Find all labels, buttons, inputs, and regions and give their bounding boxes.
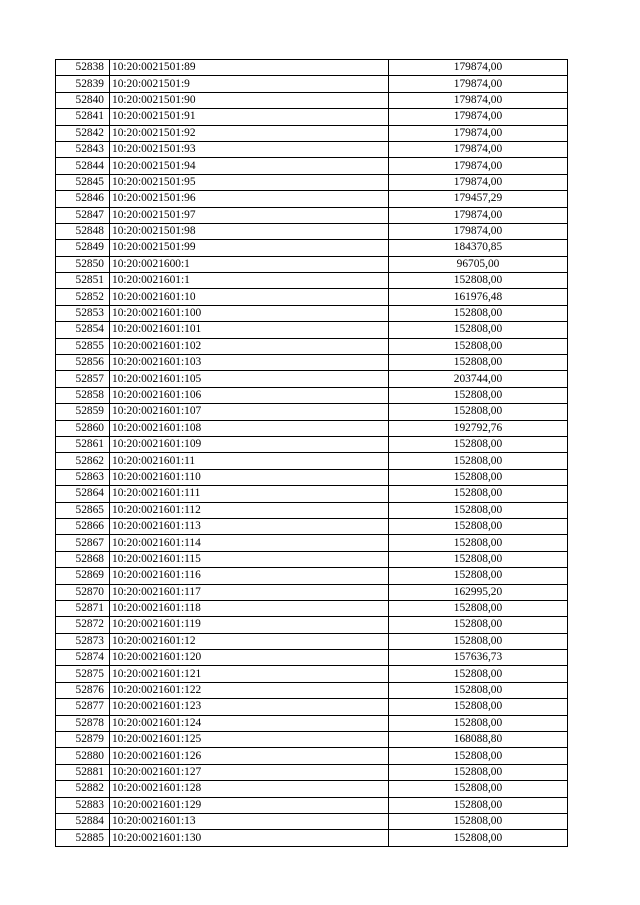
- table-row: [56, 273, 568, 289]
- cadastral-value-cell: 157636,73: [389, 650, 568, 666]
- cadastral-value-cell: 152808,00: [389, 355, 568, 371]
- cadastral-value-cell: 161976,48: [389, 289, 568, 305]
- row-number-cell: 52881: [56, 764, 110, 780]
- cadastral-number-cell: 10:20:0021601:10: [110, 289, 389, 305]
- row-number-cell: 52846: [56, 191, 110, 207]
- cadastral-value-cell: 152808,00: [389, 453, 568, 469]
- cadastral-value-table: [55, 59, 568, 847]
- cadastral-number-cell: 10:20:0021601:105: [110, 371, 389, 387]
- cadastral-value-cell: 184370,85: [389, 240, 568, 256]
- cadastral-number-cell: 10:20:0021601:107: [110, 404, 389, 420]
- cadastral-value-cell: 152808,00: [389, 469, 568, 485]
- table-row: [56, 256, 568, 272]
- cadastral-value-cell: 152808,00: [389, 338, 568, 354]
- cadastral-number-cell: 10:20:0021601:111: [110, 486, 389, 502]
- row-number-cell: 52844: [56, 158, 110, 174]
- cadastral-number-cell: 10:20:0021601:117: [110, 584, 389, 600]
- cadastral-value-cell: 192792,76: [389, 420, 568, 436]
- table-row: [56, 125, 568, 141]
- row-number-cell: 52880: [56, 748, 110, 764]
- cadastral-number-cell: 10:20:0021501:98: [110, 223, 389, 239]
- cadastral-value-cell: 152808,00: [389, 666, 568, 682]
- cadastral-value-cell: 152808,00: [389, 305, 568, 321]
- row-number-cell: 52842: [56, 125, 110, 141]
- cadastral-value-cell: 152808,00: [389, 404, 568, 420]
- cadastral-value-cell: 152808,00: [389, 617, 568, 633]
- cadastral-value-cell: 152808,00: [389, 682, 568, 698]
- table-row: [56, 469, 568, 485]
- table-row: [56, 322, 568, 338]
- cadastral-value-cell: 152808,00: [389, 633, 568, 649]
- table-row: [56, 830, 568, 846]
- cadastral-value-cell: 152808,00: [389, 322, 568, 338]
- table-row: [56, 781, 568, 797]
- row-number-cell: 52868: [56, 551, 110, 567]
- table-row: [56, 502, 568, 518]
- cadastral-value-cell: 179874,00: [389, 125, 568, 141]
- row-number-cell: 52885: [56, 830, 110, 846]
- cadastral-number-cell: 10:20:0021601:102: [110, 338, 389, 354]
- cadastral-number-cell: 10:20:0021601:126: [110, 748, 389, 764]
- cadastral-value-cell: 179874,00: [389, 158, 568, 174]
- row-number-cell: 52861: [56, 436, 110, 452]
- cadastral-number-cell: 10:20:0021601:130: [110, 830, 389, 846]
- cadastral-value-cell: 179874,00: [389, 141, 568, 157]
- table-row: [56, 682, 568, 698]
- row-number-cell: 52848: [56, 223, 110, 239]
- cadastral-value-cell: 152808,00: [389, 387, 568, 403]
- cadastral-number-cell: 10:20:0021601:124: [110, 715, 389, 731]
- cadastral-number-cell: 10:20:0021601:121: [110, 666, 389, 682]
- cadastral-number-cell: 10:20:0021601:109: [110, 436, 389, 452]
- cadastral-number-cell: 10:20:0021501:97: [110, 207, 389, 223]
- row-number-cell: 52876: [56, 682, 110, 698]
- table-row: [56, 420, 568, 436]
- row-number-cell: 52871: [56, 600, 110, 616]
- table-row: [56, 732, 568, 748]
- cadastral-number-cell: 10:20:0021501:94: [110, 158, 389, 174]
- row-number-cell: 52869: [56, 568, 110, 584]
- row-number-cell: 52866: [56, 518, 110, 534]
- cadastral-number-cell: 10:20:0021601:110: [110, 469, 389, 485]
- table-row: [56, 109, 568, 125]
- table-row: [56, 551, 568, 567]
- cadastral-value-cell: 152808,00: [389, 273, 568, 289]
- row-number-cell: 52854: [56, 322, 110, 338]
- row-number-cell: 52852: [56, 289, 110, 305]
- table-row: [56, 518, 568, 534]
- cadastral-value-cell: 179874,00: [389, 109, 568, 125]
- table-row: [56, 797, 568, 813]
- row-number-cell: 52853: [56, 305, 110, 321]
- cadastral-number-cell: 10:20:0021600:1: [110, 256, 389, 272]
- cadastral-number-cell: 10:20:0021601:129: [110, 797, 389, 813]
- cadastral-number-cell: 10:20:0021601:118: [110, 600, 389, 616]
- cadastral-value-cell: 203744,00: [389, 371, 568, 387]
- cadastral-value-cell: 152808,00: [389, 764, 568, 780]
- cadastral-value-cell: 179874,00: [389, 92, 568, 108]
- table-row: [56, 223, 568, 239]
- row-number-cell: 52878: [56, 715, 110, 731]
- table-row: [56, 305, 568, 321]
- row-number-cell: 52845: [56, 174, 110, 190]
- table-row: [56, 174, 568, 190]
- cadastral-number-cell: 10:20:0021601:115: [110, 551, 389, 567]
- row-number-cell: 52877: [56, 699, 110, 715]
- table-row: [56, 92, 568, 108]
- cadastral-value-cell: 152808,00: [389, 436, 568, 452]
- cadastral-number-cell: 10:20:0021501:93: [110, 141, 389, 157]
- cadastral-number-cell: 10:20:0021501:96: [110, 191, 389, 207]
- cadastral-value-cell: 179874,00: [389, 174, 568, 190]
- row-number-cell: 52858: [56, 387, 110, 403]
- cadastral-value-cell: 152808,00: [389, 486, 568, 502]
- row-number-cell: 52873: [56, 633, 110, 649]
- cadastral-value-cell: 152808,00: [389, 699, 568, 715]
- row-number-cell: 52840: [56, 92, 110, 108]
- cadastral-number-cell: 10:20:0021601:12: [110, 633, 389, 649]
- row-number-cell: 52875: [56, 666, 110, 682]
- row-number-cell: 52841: [56, 109, 110, 125]
- table-row: [56, 486, 568, 502]
- table-row: [56, 60, 568, 76]
- row-number-cell: 52839: [56, 76, 110, 92]
- cadastral-value-cell: 179457,29: [389, 191, 568, 207]
- row-number-cell: 52850: [56, 256, 110, 272]
- cadastral-number-cell: 10:20:0021601:114: [110, 535, 389, 551]
- row-number-cell: 52874: [56, 650, 110, 666]
- table-row: [56, 289, 568, 305]
- row-number-cell: 52856: [56, 355, 110, 371]
- table-row: [56, 240, 568, 256]
- cadastral-number-cell: 10:20:0021601:1: [110, 273, 389, 289]
- cadastral-value-cell: 152808,00: [389, 551, 568, 567]
- cadastral-number-cell: 10:20:0021601:108: [110, 420, 389, 436]
- cadastral-number-cell: 10:20:0021501:89: [110, 60, 389, 76]
- row-number-cell: 52867: [56, 535, 110, 551]
- cadastral-number-cell: 10:20:0021501:91: [110, 109, 389, 125]
- table-row: [56, 404, 568, 420]
- row-number-cell: 52860: [56, 420, 110, 436]
- row-number-cell: 52872: [56, 617, 110, 633]
- cadastral-number-cell: 10:20:0021601:116: [110, 568, 389, 584]
- cadastral-value-cell: 152808,00: [389, 502, 568, 518]
- cadastral-value-cell: 152808,00: [389, 813, 568, 829]
- table-row: [56, 600, 568, 616]
- row-number-cell: 52864: [56, 486, 110, 502]
- table-row: [56, 436, 568, 452]
- cadastral-number-cell: 10:20:0021601:127: [110, 764, 389, 780]
- table-row: [56, 568, 568, 584]
- table-row: [56, 191, 568, 207]
- cadastral-value-cell: 162995,20: [389, 584, 568, 600]
- cadastral-number-cell: 10:20:0021501:99: [110, 240, 389, 256]
- cadastral-number-cell: 10:20:0021501:92: [110, 125, 389, 141]
- table-row: [56, 764, 568, 780]
- cadastral-number-cell: 10:20:0021601:123: [110, 699, 389, 715]
- table-row: [56, 355, 568, 371]
- cadastral-number-cell: 10:20:0021601:106: [110, 387, 389, 403]
- cadastral-value-cell: 152808,00: [389, 797, 568, 813]
- cadastral-number-cell: 10:20:0021601:119: [110, 617, 389, 633]
- cadastral-value-cell: 152808,00: [389, 715, 568, 731]
- row-number-cell: 52847: [56, 207, 110, 223]
- table-row: [56, 387, 568, 403]
- cadastral-number-cell: 10:20:0021601:128: [110, 781, 389, 797]
- table-row: [56, 338, 568, 354]
- row-number-cell: 52851: [56, 273, 110, 289]
- row-number-cell: 52838: [56, 60, 110, 76]
- cadastral-number-cell: 10:20:0021601:103: [110, 355, 389, 371]
- table-row: [56, 453, 568, 469]
- table-row: [56, 633, 568, 649]
- row-number-cell: 52857: [56, 371, 110, 387]
- row-number-cell: 52855: [56, 338, 110, 354]
- row-number-cell: 52870: [56, 584, 110, 600]
- row-number-cell: 52843: [56, 141, 110, 157]
- table-row: [56, 666, 568, 682]
- cadastral-number-cell: 10:20:0021501:95: [110, 174, 389, 190]
- table-body: [56, 60, 568, 847]
- table-row: [56, 207, 568, 223]
- table-row: [56, 715, 568, 731]
- cadastral-number-cell: 10:20:0021501:90: [110, 92, 389, 108]
- table-row: [56, 813, 568, 829]
- cadastral-number-cell: 10:20:0021601:113: [110, 518, 389, 534]
- cadastral-value-cell: 152808,00: [389, 568, 568, 584]
- cadastral-value-cell: 152808,00: [389, 518, 568, 534]
- cadastral-value-cell: 168088,80: [389, 732, 568, 748]
- cadastral-number-cell: 10:20:0021501:9: [110, 76, 389, 92]
- cadastral-number-cell: 10:20:0021601:11: [110, 453, 389, 469]
- row-number-cell: 52859: [56, 404, 110, 420]
- table-row: [56, 76, 568, 92]
- row-number-cell: 52862: [56, 453, 110, 469]
- cadastral-number-cell: 10:20:0021601:125: [110, 732, 389, 748]
- row-number-cell: 52879: [56, 732, 110, 748]
- row-number-cell: 52849: [56, 240, 110, 256]
- table-row: [56, 371, 568, 387]
- row-number-cell: 52863: [56, 469, 110, 485]
- cadastral-value-cell: 179874,00: [389, 223, 568, 239]
- row-number-cell: 52865: [56, 502, 110, 518]
- cadastral-number-cell: 10:20:0021601:120: [110, 650, 389, 666]
- cadastral-number-cell: 10:20:0021601:100: [110, 305, 389, 321]
- table-row: [56, 584, 568, 600]
- cadastral-number-cell: 10:20:0021601:122: [110, 682, 389, 698]
- table-row: [56, 535, 568, 551]
- cadastral-value-cell: 96705,00: [389, 256, 568, 272]
- table-row: [56, 141, 568, 157]
- table-row: [56, 650, 568, 666]
- table-row: [56, 617, 568, 633]
- cadastral-value-cell: 152808,00: [389, 830, 568, 846]
- row-number-cell: 52883: [56, 797, 110, 813]
- cadastral-number-cell: 10:20:0021601:13: [110, 813, 389, 829]
- cadastral-value-cell: 152808,00: [389, 781, 568, 797]
- cadastral-value-cell: 152808,00: [389, 748, 568, 764]
- cadastral-value-cell: 152808,00: [389, 535, 568, 551]
- table-row: [56, 158, 568, 174]
- cadastral-number-cell: 10:20:0021601:112: [110, 502, 389, 518]
- row-number-cell: 52884: [56, 813, 110, 829]
- table-row: [56, 699, 568, 715]
- cadastral-value-cell: 179874,00: [389, 60, 568, 76]
- table-row: [56, 748, 568, 764]
- cadastral-value-cell: 179874,00: [389, 76, 568, 92]
- row-number-cell: 52882: [56, 781, 110, 797]
- cadastral-value-cell: 179874,00: [389, 207, 568, 223]
- cadastral-value-cell: 152808,00: [389, 600, 568, 616]
- cadastral-number-cell: 10:20:0021601:101: [110, 322, 389, 338]
